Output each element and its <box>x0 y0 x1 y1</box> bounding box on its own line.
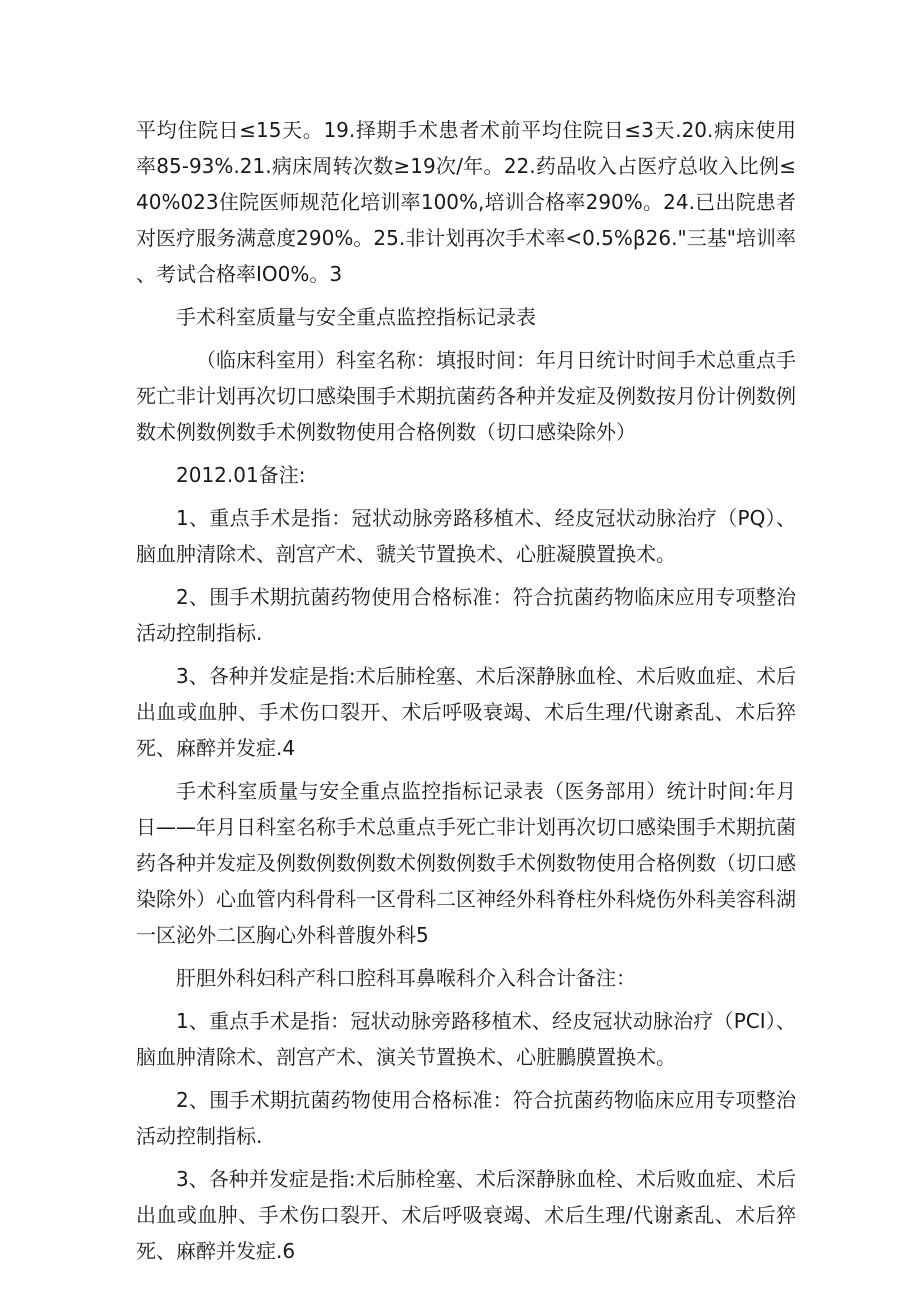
paragraph-note-2b: 2、围手术期抗菌药物使用合格标准：符合抗菌药物临床应用专项整治活动控制指标. <box>136 1088 796 1148</box>
paragraph-indicator-list: 平均住院日≤15天。19.择期手术患者术前平均住院日≤3天.20.病床使用率85-93%.21.病床周转次数≥19次/年。22.药品收入占医疗总收入比例≤40%023住院医师规范化培训率100%,培训合格率290%。24.已出院患者对医疗服务满意度290%。25.非计划再次手术率<0.5%β26."三基"培训率、考试合格率IO0%。3 <box>136 118 796 286</box>
paragraph-note-2: 2、围手术期抗菌药物使用合格标准：符合抗菌药物临床应用专项整治活动控制指标. <box>136 585 796 645</box>
document-body <box>136 112 796 1276</box>
paragraph-departments: 肝胆外科妇科产科口腔科耳鼻喉科介入科合计备注： <box>176 966 636 990</box>
paragraph-note-1: 1、重点手术是指：冠状动脉旁路移植术、经皮冠状动脉治疗（PQ）、脑血肿清除术、剖宫产术、虢关节置换术、心脏凝膜置换术。 <box>136 506 796 566</box>
paragraph-table-title-medical: 手术科室质量与安全重点监控指标记录表（医务部用）统计时间:年月日——年月日科室名称手术总重点手死亡非计划再次切口感染围手术期抗菌药各种并发症及例数例数例数术例数例数手术例数物使用合格例数（切口感染除外）心血管内科骨科一区骨科二区神经外科脊柱外科烧伤外科美容科湖一区泌外二区胸心外科普腹外科5 <box>136 779 796 947</box>
paragraph-note-3b: 3、各种并发症是指:术后肺栓塞、术后深静脉血栓、术后败血症、术后出血或血肿、手术伤口裂开、术后呼吸衰竭、术后生理/代谢紊乱、术后猝死、麻醉并发症.6 <box>136 1167 796 1263</box>
paragraph-table-header-clinical: （临床科室用）科室名称：填报时间：年月日统计时间手术总重点手死亡非计划再次切口感染围手术期抗菌药各种并发症及例数按月份计例数例数术例数例数手术例数物使用合格例数（切口感染除外） <box>136 348 796 444</box>
paragraph-date-note: 2012.01备注: <box>176 463 306 487</box>
paragraph-table-title-clinical: 手术科室质量与安全重点监控指标记录表 <box>176 305 536 329</box>
paragraph-note-1b: 1、重点手术是指：冠状动脉旁路移植术、经皮冠状动脉治疗（PCI）、脑血肿清除术、剖宫产术、演关节置换术、心脏鵬膜置换术。 <box>136 1009 796 1069</box>
paragraph-note-3: 3、各种并发症是指:术后肺栓塞、术后深静脉血栓、术后败血症、术后出血或血肿、手术伤口裂开、术后呼吸衰竭、术后生理/代谢紊乱、术后猝死、麻醉并发症.4 <box>136 664 796 760</box>
